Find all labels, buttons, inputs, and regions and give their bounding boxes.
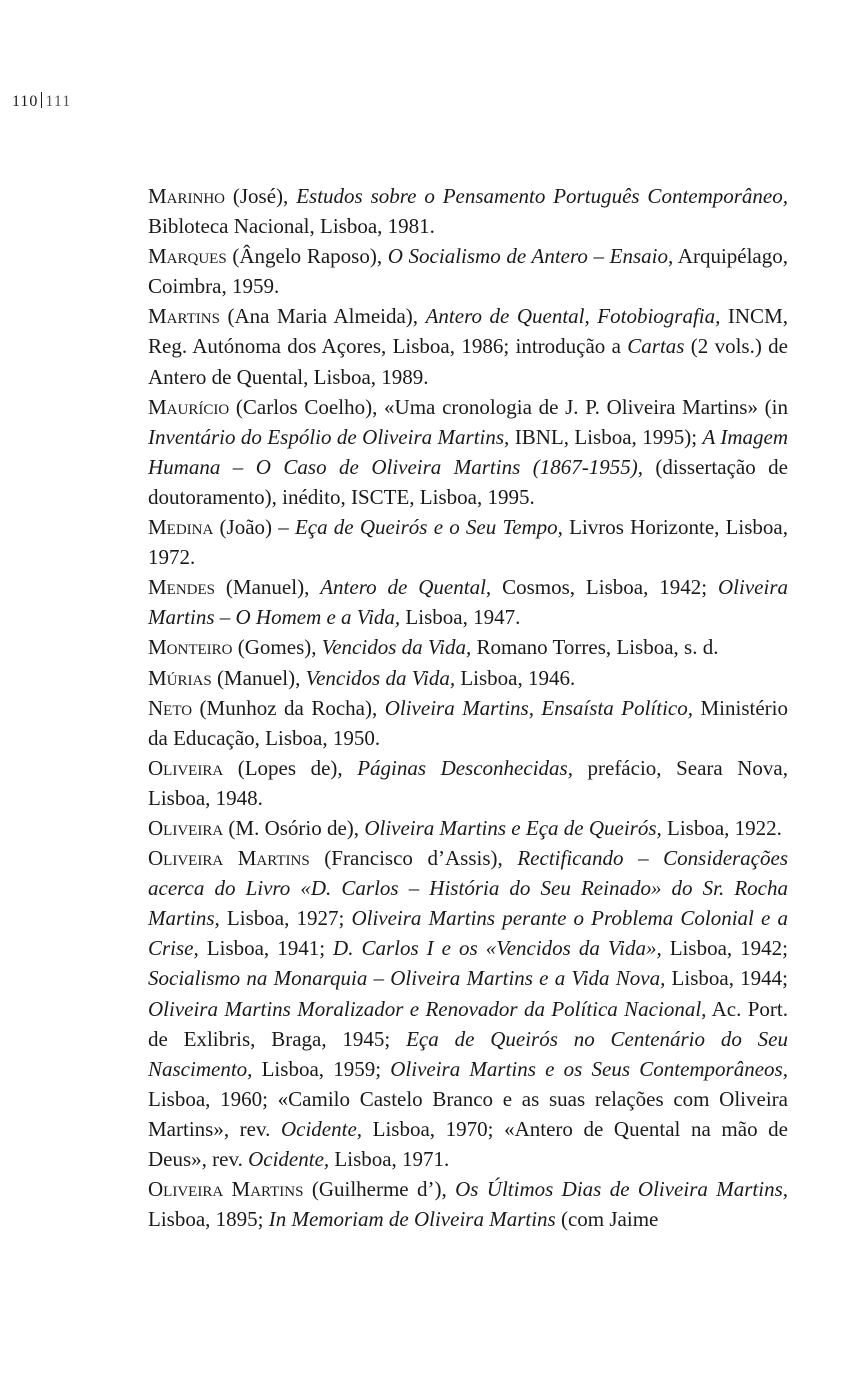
entry-author: Mendes	[148, 575, 216, 600]
entry-title: Oliveira Martins Moralizador e Renovador da Política Nacional,	[148, 996, 707, 1021]
entry-author-detail: (Ana Maria Almeida),	[219, 304, 426, 329]
entry-text: INCM, Reg. Autónoma dos Açores, Lisboa, 1986; introdução a	[148, 304, 788, 359]
entry-author-detail: (João) –	[213, 515, 295, 540]
entry-title: Socialismo na Monarquia – Oliveira Martins e a Vida Nova,	[148, 966, 666, 991]
entry-author-detail: (M. Osório de),	[223, 815, 365, 840]
entry-text: Lisboa, 1959;	[252, 1056, 391, 1081]
bibliography-entry	[148, 301, 788, 391]
entry-text: Lisboa, 1927;	[219, 906, 352, 931]
entry-title: Inventário do Espólio de Oliveira Martins,	[148, 424, 510, 449]
entry-title: Ocidente,	[248, 1147, 330, 1171]
bibliography-entry	[148, 663, 788, 693]
entry-author: Neto	[148, 695, 193, 720]
entry-text: prefácio, Seara Nova, Lisboa, 1948.	[148, 755, 788, 810]
entry-author: Medina	[148, 515, 214, 540]
entry-text: IBNL, Lisboa, 1995);	[509, 424, 703, 449]
entry-text: Ministério da Educação, Lisboa, 1950.	[148, 695, 789, 750]
page-number	[12, 92, 71, 111]
entry-title: Eça de Queirós e o Seu Tempo,	[294, 515, 563, 540]
bibliography-entry	[148, 813, 788, 843]
bibliography-entry	[148, 512, 788, 572]
bibliography-entry	[148, 392, 788, 512]
entry-title: Oliveira Martins e os Seus Contemporâneos,	[390, 1056, 788, 1081]
bibliography-entry	[148, 572, 788, 632]
entry-author: Oliveira	[148, 755, 224, 780]
entry-text: Lisboa, 1895;	[148, 1207, 269, 1232]
entry-title: Rectificando – Considerações acerca do Livro «D. Carlos – História do Seu Reinado» do Sr. Rocha Martins,	[148, 846, 788, 931]
entry-author: Maurício	[148, 394, 230, 419]
entry-author-detail: (Francisco d’Assis),	[309, 846, 518, 871]
entry-text: Livros Horizonte, Lisboa, 1972.	[148, 515, 789, 570]
entry-author: Marinho	[148, 184, 226, 208]
entry-text: Arquipélago, Coimbra, 1959.	[148, 244, 789, 299]
entry-author: Oliveira Martins	[148, 846, 310, 871]
bibliography-entry	[148, 181, 788, 241]
entry-text: (dissertação de doutoramento), inédito, ISCTE, Lisboa, 1995.	[148, 454, 788, 509]
bibliography-list	[148, 181, 788, 1234]
entry-author-detail: (Carlos Coelho),	[229, 394, 385, 419]
entry-title: Antero de Quental,	[320, 575, 492, 600]
bibliography-entry	[148, 843, 788, 1174]
entry-text: Lisboa, 1971.	[329, 1147, 450, 1171]
entry-text: Lisboa, 1941;	[198, 936, 334, 961]
entry-text: Lisboa, 1970; «Antero de Quental na mão de Deus», rev.	[148, 1116, 788, 1171]
entry-text: «Uma cronologia de J. P. Oliveira Martins» (in	[384, 394, 788, 419]
entry-author-detail: (Munhoz da Rocha),	[192, 695, 385, 720]
entry-text: Romano Torres, Lisboa, s. d.	[471, 635, 719, 660]
entry-author: Marques	[148, 244, 227, 269]
bibliography-entry	[148, 1174, 788, 1234]
entry-title: Oliveira Martins e Eça de Queirós,	[364, 815, 662, 840]
entry-author-detail: (Manuel),	[211, 665, 306, 690]
entry-title: Páginas Desconhecidas,	[357, 755, 573, 780]
entry-text: (com Jaime	[555, 1207, 659, 1232]
entry-title: O Socialismo de Antero – Ensaio,	[387, 244, 674, 269]
entry-text: Lisboa, 1960; «Camilo Castelo Branco e as suas relações com Oliveira Martins», rev.	[148, 1086, 788, 1141]
entry-author: Martins	[148, 304, 220, 329]
entry-title: Oliveira Martins, Ensaísta Político,	[384, 695, 694, 720]
bibliography-entry	[148, 241, 788, 301]
entry-title: Oliveira Martins – O Homem e a Vida,	[148, 575, 788, 630]
entry-title: Antero de Quental, Fotobiografia,	[425, 304, 721, 329]
entry-text: Lisboa, 1946.	[455, 665, 576, 690]
page-number-left: 110	[12, 93, 39, 110]
entry-author-detail: (José),	[225, 184, 297, 208]
entry-title: D. Carlos I e os «Vencidos da Vida»,	[333, 936, 662, 961]
entry-text: Ac. Port. de Exlibris, Braga, 1945;	[148, 996, 788, 1051]
entry-author: Monteiro	[148, 635, 233, 660]
entry-text: Cosmos, Lisboa, 1942;	[491, 575, 719, 600]
entry-text: Lisboa, 1942;	[661, 936, 788, 961]
entry-author-detail: (Lopes de),	[223, 755, 358, 780]
entry-title: Vencidos da Vida,	[321, 635, 472, 660]
entry-title: Cartas	[627, 334, 685, 359]
entry-title: In Memoriam de Oliveira Martins	[268, 1207, 556, 1232]
entry-author: Oliveira	[148, 815, 224, 840]
entry-text: (2 vols.) de Antero de Quental, Lisboa, 1989.	[148, 334, 788, 389]
entry-title: Vencidos da Vida,	[305, 665, 456, 690]
entry-title: A Imagem Humana – O Caso de Oliveira Martins (1867-1955),	[148, 424, 788, 479]
entry-text: Lisboa, 1944;	[665, 966, 788, 991]
entry-text: Lisboa, 1922.	[661, 815, 782, 840]
page-number-separator	[41, 92, 42, 108]
bibliography-entry	[148, 753, 788, 813]
entry-author: Oliveira Martins	[148, 1177, 304, 1202]
entry-text: Bibloteca Nacional, Lisboa, 1981.	[148, 214, 435, 239]
entry-author-detail: (Gomes),	[232, 635, 322, 660]
entry-title: Os Últimos Dias de Oliveira Martins,	[455, 1177, 789, 1202]
entry-author-detail: (Guilherme d’),	[303, 1177, 456, 1202]
page-number-right: 111	[45, 93, 72, 110]
entry-author-detail: (Ângelo Raposo),	[226, 244, 388, 269]
entry-author-detail: (Manuel),	[215, 575, 321, 600]
entry-title: Ocidente,	[280, 1116, 363, 1141]
entry-title: Eça de Queirós no Centenário do Seu Nascimento,	[148, 1026, 788, 1081]
bibliography-entry	[148, 632, 788, 662]
entry-text: Lisboa, 1947.	[400, 605, 521, 630]
entry-title: Estudos sobre o Pensamento Português Contemporâneo,	[296, 184, 789, 208]
entry-author: Múrias	[148, 665, 212, 690]
entry-title: Oliveira Martins perante o Problema Colonial e a Crise,	[148, 906, 788, 961]
bibliography-entry	[148, 693, 788, 753]
